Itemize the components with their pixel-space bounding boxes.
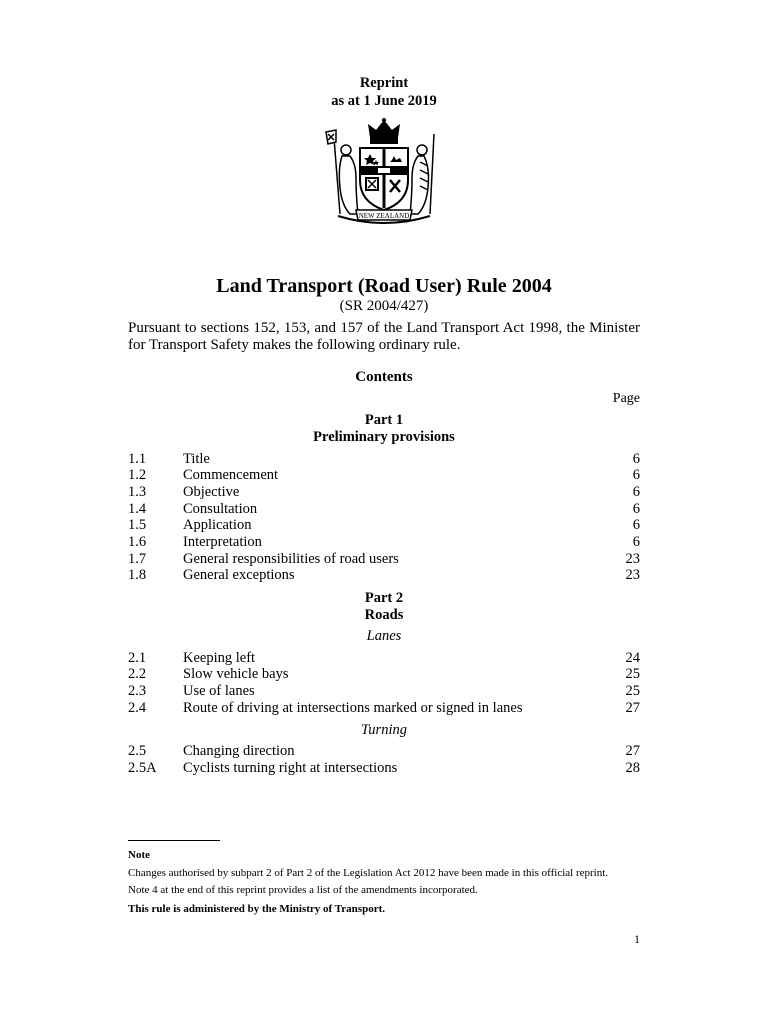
- toc-row[interactable]: [128, 467, 640, 484]
- reprint-header: [0, 74, 768, 110]
- enacting-statement: Pursuant to sections 152, 153, and 157 of the Land Transport Act 1998, the Minister for Transport Safety makes the following ordinary rule.: [128, 320, 640, 353]
- toc-page: 27: [625, 700, 640, 716]
- toc-row[interactable]: [128, 700, 640, 717]
- toc-row[interactable]: [128, 551, 640, 568]
- toc-title: Commencement: [183, 467, 279, 483]
- toc-page: 6: [632, 501, 640, 517]
- toc-num: 2.5: [128, 743, 147, 759]
- toc-page: 28: [625, 760, 640, 776]
- toc-title: General responsibilities of road users: [183, 551, 399, 567]
- toc-row[interactable]: [128, 743, 640, 760]
- toc-row[interactable]: [128, 567, 640, 584]
- toc-title: Changing direction: [183, 743, 295, 759]
- subheading-turning: Turning: [361, 722, 407, 738]
- footnote-line: Changes authorised by subpart 2 of Part 2 of the Legislation Act 2012 have been made in this official reprint.: [128, 867, 609, 879]
- toc-page: 23: [625, 551, 640, 567]
- toc-num: 1.1: [128, 451, 147, 467]
- toc-page: 6: [632, 517, 640, 533]
- toc-row[interactable]: [128, 451, 640, 468]
- toc-num: 1.8: [128, 567, 147, 583]
- document-title: Land Transport (Road User) Rule 2004: [216, 275, 552, 297]
- toc-title: Cyclists turning right at intersections: [183, 760, 398, 776]
- part-2-label: Part 2: [364, 590, 404, 606]
- toc-page: 25: [625, 666, 640, 682]
- toc-num: 1.4: [128, 501, 147, 517]
- part-2-title: Roads: [364, 607, 404, 623]
- administering-agency-note: This rule is administered by the Ministry of Transport.: [128, 903, 385, 915]
- toc-num: 1.7: [128, 551, 147, 567]
- toc-num: 1.5: [128, 517, 147, 533]
- toc-page: 6: [632, 467, 640, 483]
- toc-row[interactable]: [128, 760, 640, 777]
- toc-page: 27: [625, 743, 640, 759]
- toc-num: 2.2: [128, 666, 147, 682]
- toc-page: 6: [632, 534, 640, 550]
- toc-title: Use of lanes: [183, 683, 255, 699]
- toc-num: 1.3: [128, 484, 147, 500]
- subheading-lanes: Lanes: [366, 628, 402, 644]
- part-1-label: Part 1: [364, 412, 404, 428]
- toc-title: Keeping left: [183, 650, 256, 666]
- toc-page: 6: [632, 484, 640, 500]
- toc-num: 1.2: [128, 467, 147, 483]
- part-1-title: Preliminary provisions: [313, 429, 455, 445]
- footnote-divider: [128, 840, 220, 841]
- toc-page: 25: [625, 683, 640, 699]
- toc-num: 2.4: [128, 700, 147, 716]
- toc-title: Interpretation: [183, 534, 262, 550]
- page-number: 1: [634, 932, 640, 946]
- footnote-heading: Note: [128, 849, 150, 861]
- toc-title: General exceptions: [183, 567, 295, 583]
- toc-page: 6: [632, 451, 640, 467]
- crest-banner-text: NEW ZEALAND: [358, 212, 410, 220]
- toc-title: Application: [183, 517, 252, 533]
- toc-page: 24: [625, 650, 640, 666]
- toc-title: Slow vehicle bays: [183, 666, 289, 682]
- toc-title: Title: [183, 451, 210, 467]
- reprint-label: Reprint: [359, 75, 409, 91]
- toc-row[interactable]: [128, 484, 640, 501]
- toc-title: Objective: [183, 484, 240, 500]
- toc-row[interactable]: [128, 650, 640, 667]
- statutory-reference: (SR 2004/427): [339, 298, 429, 314]
- toc-num: 2.3: [128, 683, 147, 699]
- toc-num: 2.1: [128, 650, 147, 666]
- toc-page: 23: [625, 567, 640, 583]
- toc-title: Consultation: [183, 501, 258, 517]
- toc-num: 1.6: [128, 534, 147, 550]
- reprint-date: as at 1 June 2019: [331, 93, 437, 109]
- contents-heading: Contents: [355, 369, 413, 385]
- toc-row[interactable]: [128, 534, 640, 551]
- toc-row[interactable]: [128, 517, 640, 534]
- nz-coat-of-arms-icon: [320, 118, 448, 230]
- page-column-label: Page: [612, 391, 640, 406]
- toc-num: 2.5A: [128, 760, 157, 776]
- toc-row[interactable]: [128, 666, 640, 683]
- toc-row[interactable]: [128, 501, 640, 518]
- toc-title: Route of driving at intersections marked or signed in lanes: [183, 700, 523, 716]
- toc-row[interactable]: [128, 683, 640, 700]
- footnote-line: Note 4 at the end of this reprint provides a list of the amendments incorporated.: [128, 884, 478, 896]
